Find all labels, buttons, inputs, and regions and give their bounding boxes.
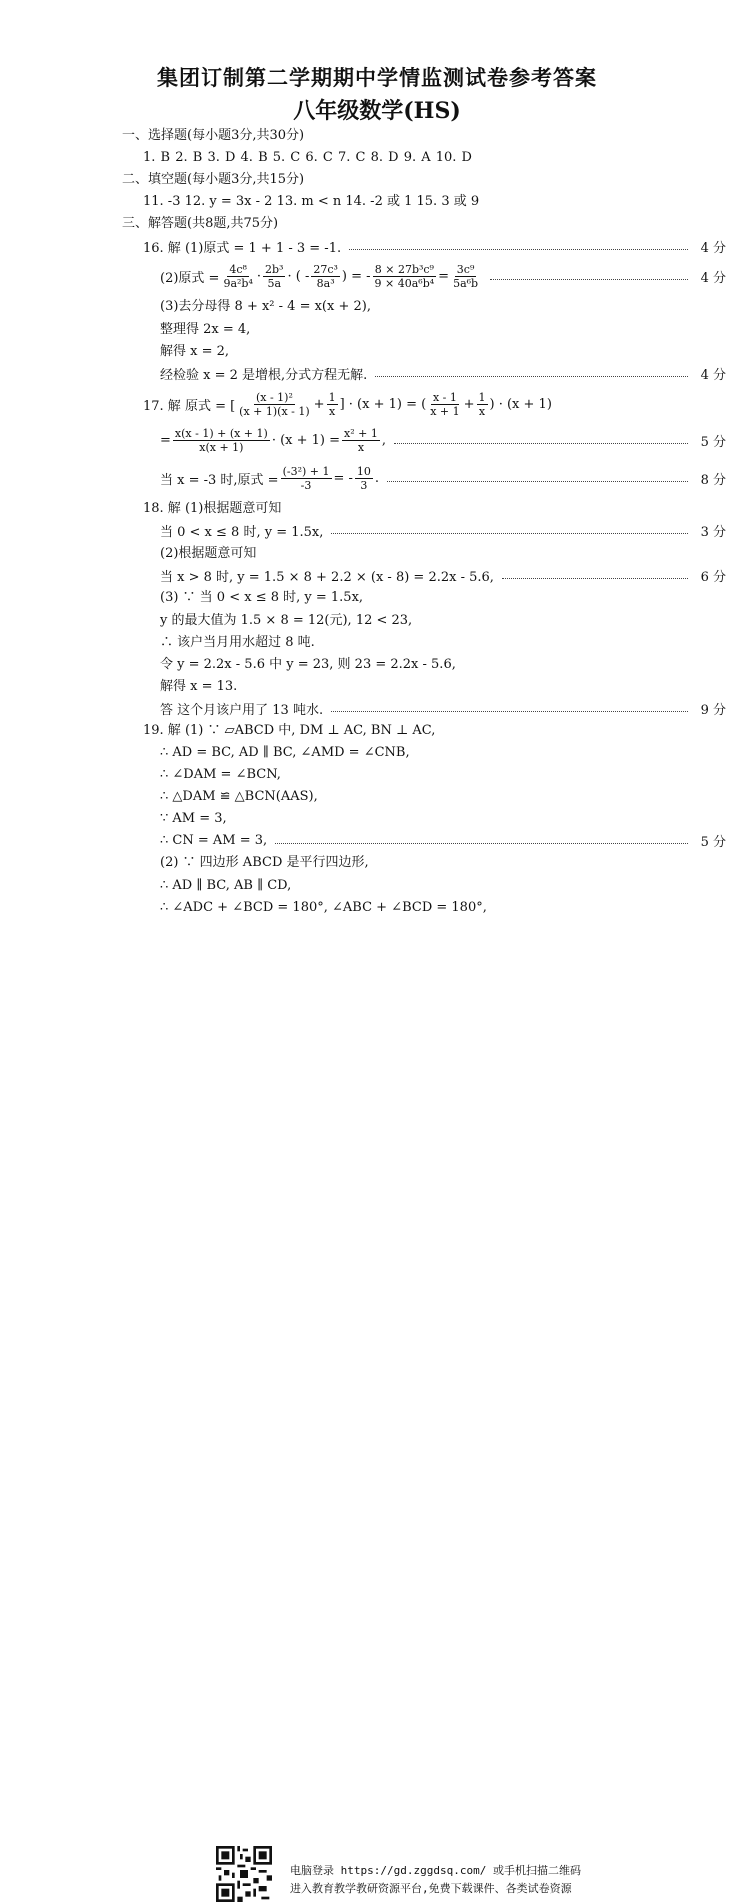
page-title: 集团订制第二学期期中学情监测试卷参考答案 (157, 65, 597, 90)
q17-line1-row (143, 387, 726, 421)
section-2-answers: 11. -3 12. y = 3x - 2 13. m < n 14. -2 或 1 15. 3 或 9 (143, 194, 480, 209)
fraction (263, 263, 285, 290)
leader-dots (502, 578, 688, 579)
leader-dots (387, 481, 688, 482)
q19-line4: ∴ △DAM ≌ △BCN(AAS), (160, 789, 318, 804)
q17-line2-row (160, 424, 726, 456)
q16-part2-eq: ) = - (341, 268, 371, 284)
fraction (355, 465, 373, 492)
q17-line3-score: 8 分 (700, 472, 726, 488)
q19-line1: 19. 解 (1) ∵ ▱ABCD 中, DM ⊥ AC, BN ⊥ AC, (143, 723, 436, 738)
q18-line10-row (160, 697, 726, 719)
numerator: 3c⁹ (456, 262, 475, 276)
q16-part2-row (160, 260, 726, 292)
fraction (327, 391, 338, 418)
q16-part2-eq2: = (438, 268, 450, 284)
leader-dots (490, 279, 688, 280)
q19-line6-score: 5 分 (700, 834, 726, 850)
denominator: x (357, 440, 365, 454)
q18-line10: 答 这个月该户用了 13 吨水. (160, 702, 324, 718)
q18-line2-row (160, 519, 726, 541)
denominator: x (328, 404, 336, 418)
numerator: (-3²) + 1 (282, 464, 330, 478)
q16-part3-line3: 解得 x = 2, (160, 344, 230, 359)
q17-line1-mid: ] · (x + 1) = ( (339, 396, 427, 412)
section-2-heading: 二、填空题(每小题3分,共15分) (122, 172, 305, 187)
denominator: 5a (267, 276, 282, 290)
qr-code-icon[interactable] (216, 1846, 272, 1902)
q18-line2-score: 3 分 (700, 524, 726, 540)
q16-part1-text: 16. 解 (1)原式 = 1 + 1 - 3 = -1. (143, 240, 342, 256)
fraction (342, 427, 380, 454)
denominator: x + 1 (430, 404, 460, 418)
q16-part2-mid: · ( - (287, 268, 310, 284)
leader-dots (275, 843, 688, 844)
q19-line8: ∴ AD ∥ BC, AB ∥ CD, (160, 878, 292, 893)
q18-line4-score: 6 分 (700, 569, 726, 585)
q19-line9: ∴ ∠ADC + ∠BCD = 180°, ∠ABC + ∠BCD = 180°, (160, 900, 487, 915)
plus-operator: + (463, 396, 475, 412)
numerator: x - 1 (432, 390, 457, 404)
section-1-answers: 1. B 2. B 3. D 4. B 5. C 6. C 7. C 8. D 9. A 10. D (143, 150, 472, 165)
dot-operator: · (256, 268, 262, 284)
fraction (311, 263, 340, 290)
q19-line5: ∵ AM = 3, (160, 811, 227, 826)
numerator: 10 (356, 464, 371, 478)
footer-line-2: 进入教育教学教研资源平台,免费下载课件、各类试卷资源 (290, 1882, 572, 1895)
q19-line6: ∴ CN = AM = 3, (160, 832, 268, 848)
fraction (428, 391, 461, 418)
denominator: 9 × 40a⁶b⁴ (374, 276, 435, 290)
q18-line5: (3) ∵ 当 0 < x ≤ 8 时, y = 1.5x, (160, 590, 364, 605)
leader-dots (331, 533, 688, 534)
fraction (221, 263, 254, 290)
leader-dots (331, 711, 688, 712)
q16-part1-score: 4 分 (700, 240, 726, 256)
denominator: 9a²b⁴ (223, 276, 253, 290)
q19-line6-row (160, 829, 726, 851)
denominator: 8a³ (316, 276, 335, 290)
denominator: (x + 1)(x - 1) (239, 404, 310, 418)
q16-part3-line2: 整理得 2x = 4, (160, 322, 251, 337)
q17-line2-eq: = (160, 432, 171, 448)
q17-line2-score: 5 分 (700, 434, 726, 450)
denominator: 5a⁶b (453, 276, 479, 290)
footer (0, 922, 754, 1895)
numerator: 27c³ (313, 262, 338, 276)
section-3-heading: 三、解答题(共8题,共75分) (122, 216, 279, 231)
page-subtitle: 八年级数学(HS) (293, 98, 461, 124)
q17-line3-end: . (374, 470, 380, 486)
q16-part3-score: 4 分 (700, 367, 726, 383)
q16-part3-line1: (3)去分母得 8 + x² - 4 = x(x + 2), (160, 299, 371, 314)
denominator: x (478, 404, 486, 418)
q17-line2-mid: · (x + 1) = (271, 432, 341, 448)
q19-line3: ∴ ∠DAM = ∠BCN, (160, 767, 281, 782)
fraction (173, 427, 270, 454)
section-1-heading: 一、选择题(每小题3分,共30分) (122, 128, 305, 143)
denominator: x(x + 1) (199, 440, 244, 454)
numerator: 8 × 27b³c⁹ (374, 262, 434, 276)
numerator: 4c⁸ (229, 262, 247, 276)
q18-line2: 当 0 < x ≤ 8 时, y = 1.5x, (160, 524, 324, 540)
q17-line3-prefix: 当 x = -3 时,原式 = (160, 472, 279, 488)
leader-dots (375, 376, 688, 377)
leader-dots (349, 249, 688, 250)
q19-line2: ∴ AD = BC, AD ∥ BC, ∠AMD = ∠CNB, (160, 745, 410, 760)
fraction (373, 263, 437, 290)
q16-part2-prefix: (2)原式 = (160, 270, 220, 286)
q17-line2-end: , (381, 432, 386, 448)
fraction (451, 263, 480, 290)
numerator: (x - 1)² (255, 390, 293, 404)
numerator: x² + 1 (344, 426, 378, 440)
numerator: x(x - 1) + (x + 1) (174, 426, 268, 440)
q16-part3-row (160, 362, 726, 384)
q16-part2-score: 4 分 (700, 270, 726, 286)
q18-line10-score: 9 分 (700, 702, 726, 718)
plus-operator: + (313, 396, 325, 412)
q17-line1-prefix: 17. 解 原式 = [ (143, 398, 236, 414)
q18-line9: 解得 x = 13. (160, 679, 238, 694)
q18-line1: 18. 解 (1)根据题意可知 (143, 501, 282, 516)
leader-dots (394, 443, 688, 444)
q16-part1-row (143, 235, 726, 257)
fraction (477, 391, 488, 418)
q18-line3: (2)根据题意可知 (160, 546, 257, 561)
numerator: 1 (328, 390, 336, 404)
q17-line1-end: ) · (x + 1) (489, 396, 552, 412)
q18-line7: ∴ 该户当月用水超过 8 吨. (160, 635, 315, 650)
fraction (281, 465, 332, 492)
q18-line6: y 的最大值为 1.5 × 8 = 12(元), 12 < 23, (160, 613, 413, 628)
numerator: 2b³ (265, 262, 284, 276)
q17-line3-row (160, 462, 726, 494)
q18-line4-row (160, 564, 726, 586)
q16-part3-line4: 经检验 x = 2 是增根,分式方程无解. (160, 367, 368, 383)
q17-line3-mid: = - (333, 470, 353, 486)
fraction (237, 391, 312, 418)
denominator: 3 (360, 478, 368, 492)
q18-line4: 当 x > 8 时, y = 1.5 × 8 + 2.2 × (x - 8) = 2.2x - 5.6, (160, 569, 494, 585)
q18-line8: 令 y = 2.2x - 5.6 中 y = 23, 则 23 = 2.2x - 5.6, (160, 657, 456, 672)
denominator: -3 (300, 478, 312, 492)
numerator: 1 (478, 390, 486, 404)
footer-line-1: 电脑登录 https://gd.zggdsq.com/ 或手机扫描二维码 (290, 1864, 581, 1877)
q19-line7: (2) ∵ 四边形 ABCD 是平行四边形, (160, 855, 369, 870)
